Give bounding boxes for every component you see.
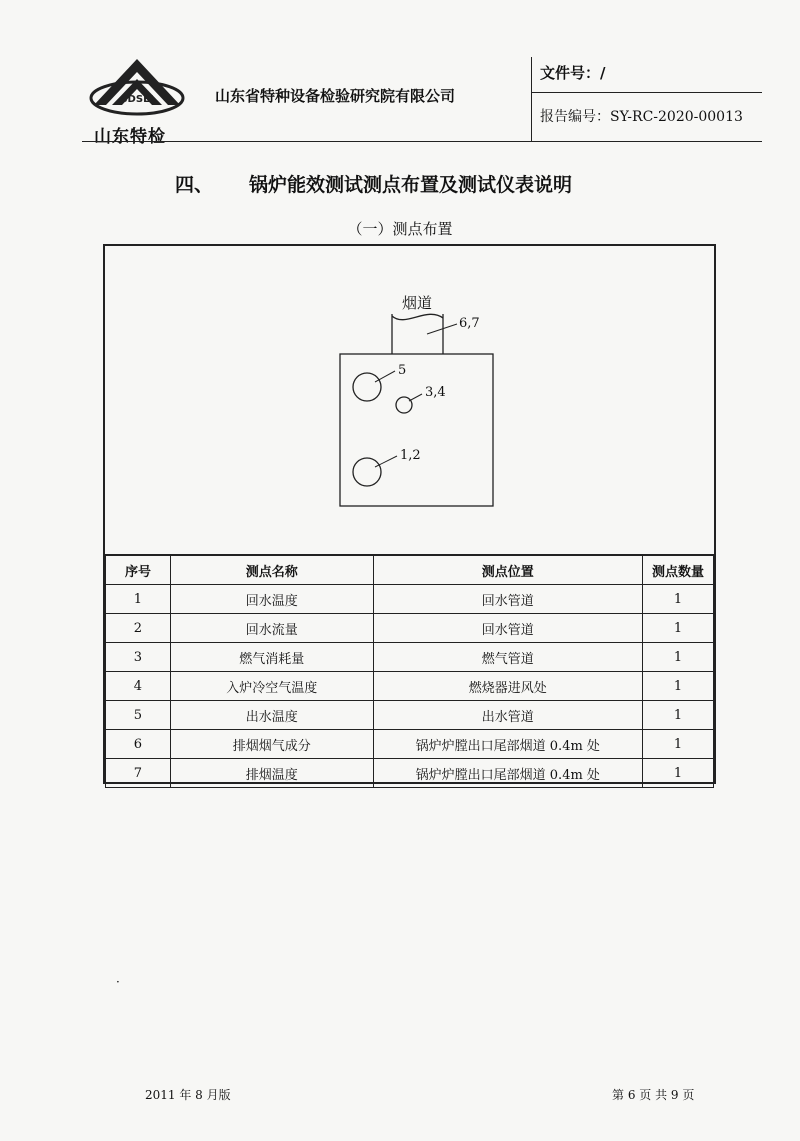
- org-name: 山东省特种设备检验研究院有限公司: [215, 87, 456, 105]
- table-row: [106, 672, 714, 701]
- report-number: 报告编号：SY-RC-2020-00013: [540, 109, 743, 125]
- cell-location: 燃烧器进风处: [373, 672, 643, 701]
- point-5-circle: [353, 373, 381, 401]
- stray-mark: ·: [116, 975, 120, 989]
- point-label-1-2: 1,2: [400, 448, 421, 463]
- cell-count: 1: [643, 585, 714, 614]
- table-row: [106, 730, 714, 759]
- point-label-5: 5: [398, 363, 407, 378]
- table-header-row: [106, 555, 714, 585]
- file-number: 文件号：/: [540, 64, 606, 82]
- cell-name: 回水流量: [170, 614, 373, 643]
- header-divider: [531, 92, 762, 93]
- cell-name: 入炉冷空气温度: [170, 672, 373, 701]
- flue-label: 烟道: [402, 294, 433, 312]
- cell-seq: 5: [106, 701, 171, 730]
- flue-break-line: [392, 314, 443, 319]
- leader-line-3-4: [409, 394, 422, 401]
- point-1-2-circle: [353, 458, 381, 486]
- cell-count: 1: [643, 672, 714, 701]
- cell-seq: 3: [106, 643, 171, 672]
- leader-line-1-2: [375, 456, 397, 467]
- header-cell: 测点位置: [373, 555, 643, 585]
- footer-edition: 2011 年 8 月版: [145, 1088, 231, 1102]
- cell-name: 回水温度: [170, 585, 373, 614]
- section-title: [175, 170, 572, 197]
- cell-name: 排烟烟气成分: [170, 730, 373, 759]
- cell-count: 1: [643, 614, 714, 643]
- leader-line-6-7: [427, 324, 457, 334]
- cell-seq: 6: [106, 730, 171, 759]
- cell-name: 出水温度: [170, 701, 373, 730]
- logo-name: 山东特检: [94, 127, 166, 147]
- cell-seq: 2: [106, 614, 171, 643]
- header-cell: 测点数量: [643, 555, 714, 585]
- cell-name: 排烟温度: [170, 759, 373, 788]
- table-row: [106, 643, 714, 672]
- table-row: [106, 585, 714, 614]
- page-header: [0, 0, 800, 145]
- section-title-text: 锅炉能效测试测点布置及测试仪表说明: [249, 174, 573, 196]
- point-label-3-4: 3,4: [425, 385, 446, 400]
- header-divider: [531, 57, 532, 141]
- measurement-point-diagram: [105, 246, 714, 554]
- cell-location: 燃气管道: [373, 643, 643, 672]
- table-row: [106, 614, 714, 643]
- cell-count: 1: [643, 759, 714, 788]
- logo-text: SDSEI: [120, 94, 154, 105]
- section-number: 四、: [175, 174, 214, 196]
- header-cell: 序号: [106, 555, 171, 585]
- cell-name: 燃气消耗量: [170, 643, 373, 672]
- header-rule: [82, 141, 762, 142]
- point-label-6-7: 6,7: [459, 316, 480, 331]
- header-cell: 测点名称: [170, 555, 373, 585]
- cell-seq: 7: [106, 759, 171, 788]
- cell-location: 锅炉炉膛出口尾部烟道 0.4m 处: [373, 759, 643, 788]
- cell-location: 出水管道: [373, 701, 643, 730]
- cell-location: 回水管道: [373, 585, 643, 614]
- cell-count: 1: [643, 701, 714, 730]
- cell-location: 锅炉炉膛出口尾部烟道 0.4m 处: [373, 730, 643, 759]
- table-row: [106, 701, 714, 730]
- measurement-points-table: [105, 554, 714, 788]
- point-3-4-circle: [396, 397, 412, 413]
- cell-location: 回水管道: [373, 614, 643, 643]
- leader-line-5: [375, 371, 395, 382]
- table-row: [106, 759, 714, 788]
- cell-count: 1: [643, 643, 714, 672]
- boiler-outline: [340, 354, 493, 506]
- cell-seq: 4: [106, 672, 171, 701]
- cell-count: 1: [643, 730, 714, 759]
- footer-page-number: 第 6 页 共 9 页: [612, 1088, 695, 1102]
- cell-seq: 1: [106, 585, 171, 614]
- sub-title: （一）测点布置: [347, 220, 453, 238]
- measurement-layout-frame: [103, 244, 716, 784]
